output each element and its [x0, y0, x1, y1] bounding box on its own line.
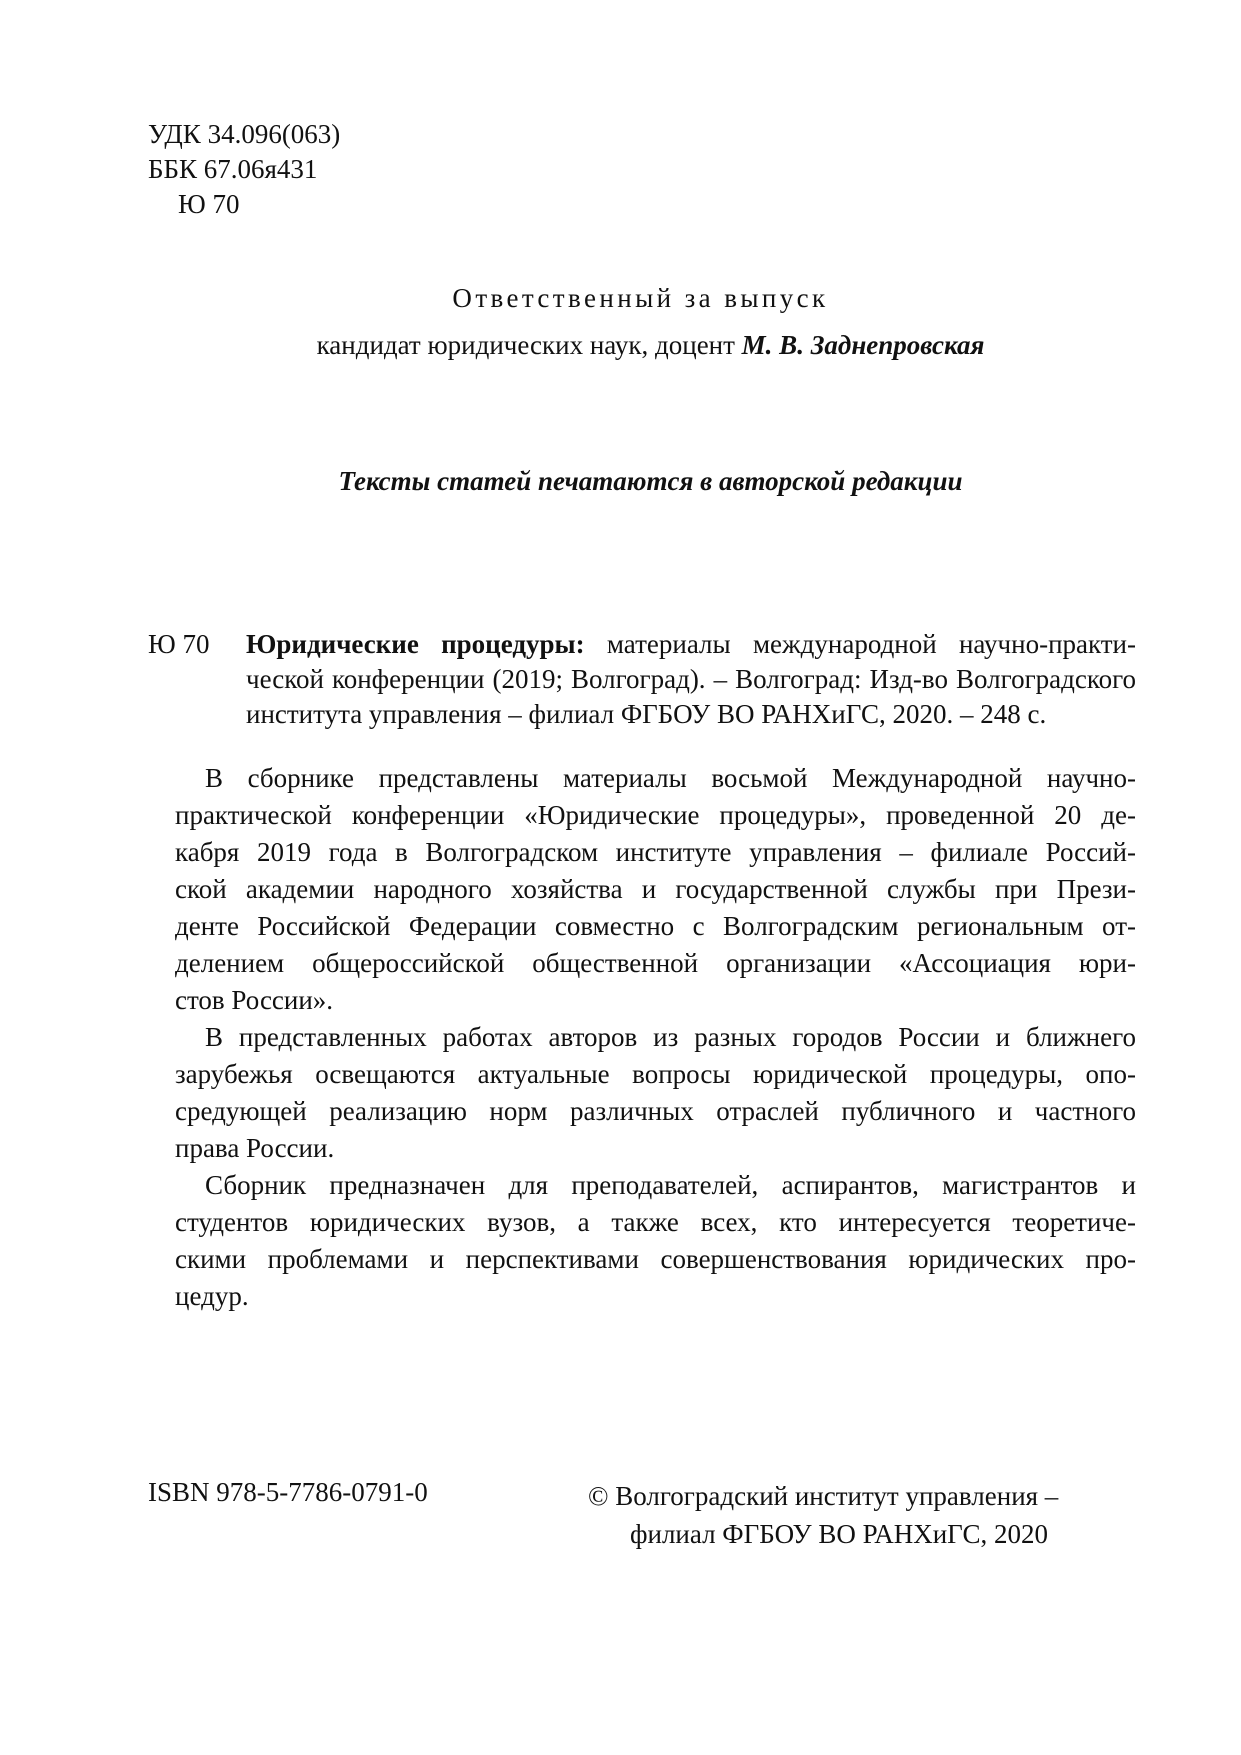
abstract: [175, 760, 1136, 1315]
editorial-notice: Тексты статей печатаются в авторской редакции: [338, 466, 963, 496]
bbk-code: ББК 67.06я431: [148, 154, 318, 184]
abstract-line: цедур.: [175, 1281, 249, 1311]
responsible-heading: Ответственный за выпуск: [452, 283, 829, 313]
author-sign: Ю 70: [178, 189, 240, 219]
copyright-line: филиал ФГБОУ ВО РАНХиГС, 2020: [630, 1519, 1048, 1549]
abstract-line: Сборник предназначен для преподавателей, аспирантов, магистрантов и: [205, 1170, 1136, 1200]
copyright-line: © Волгоградский институт управления –: [588, 1481, 1059, 1511]
biblio-line: [148, 627, 1136, 662]
isbn: ISBN 978-5-7786-0791-0: [148, 1477, 428, 1507]
abstract-paragraph: [175, 760, 1136, 1019]
book-title: Юридические процедуры:: [246, 629, 585, 659]
abstract-line: скими проблемами и перспективами совершенствования юридических про-: [175, 1244, 1136, 1274]
abstract-line: денте Российской Федерации совместно с Волгоградским региональным от-: [175, 911, 1136, 941]
abstract-line: В сборнике представлены материалы восьмой Международной научно-: [205, 763, 1136, 793]
biblio-line: института управления – филиал ФГБОУ ВО РАНХиГС, 2020. – 248 с.: [246, 699, 1047, 729]
biblio-cipher: Ю 70: [148, 629, 210, 659]
abstract-paragraph: [175, 1019, 1136, 1167]
abstract-line: практической конференции «Юридические процедуры», проведенной 20 де-: [175, 800, 1136, 830]
abstract-line: ской академии народного хозяйства и государственной службы при Прези-: [175, 874, 1136, 904]
biblio-line: ческой конференции (2019; Волгоград). – Волгоград: Изд-во Волгоградского: [246, 664, 1136, 694]
abstract-paragraph: [175, 1167, 1136, 1315]
abstract-line: права России.: [175, 1133, 335, 1163]
copyright: [588, 1477, 1058, 1553]
responsible-editor: [0, 330, 1241, 361]
udk-code: УДК 34.096(063): [148, 119, 341, 149]
abstract-line: зарубежья освещаются актуальные вопросы юридической процедуры, опо-: [175, 1059, 1136, 1089]
bibliographic-record: [148, 627, 1136, 732]
abstract-line: средующей реализацию норм различных отраслей публичного и частного: [175, 1096, 1136, 1126]
abstract-line: кабря 2019 года в Волгоградском институте управления – филиале Россий-: [175, 837, 1136, 867]
biblio-text: материалы международной научно-практи-: [606, 629, 1136, 659]
abstract-line: В представленных работах авторов из разных городов России и ближнего: [205, 1022, 1136, 1052]
abstract-line: стов России».: [175, 985, 334, 1015]
abstract-line: студентов юридических вузов, а также всех, кто интересуется теоретиче-: [175, 1207, 1136, 1237]
abstract-line: делением общероссийской общественной организации «Ассоциация юри-: [175, 948, 1136, 978]
classification-codes: [148, 117, 340, 222]
editor-name: М. В. Заднепровская: [741, 330, 985, 360]
editor-role: кандидат юридических наук, доцент: [316, 330, 735, 360]
